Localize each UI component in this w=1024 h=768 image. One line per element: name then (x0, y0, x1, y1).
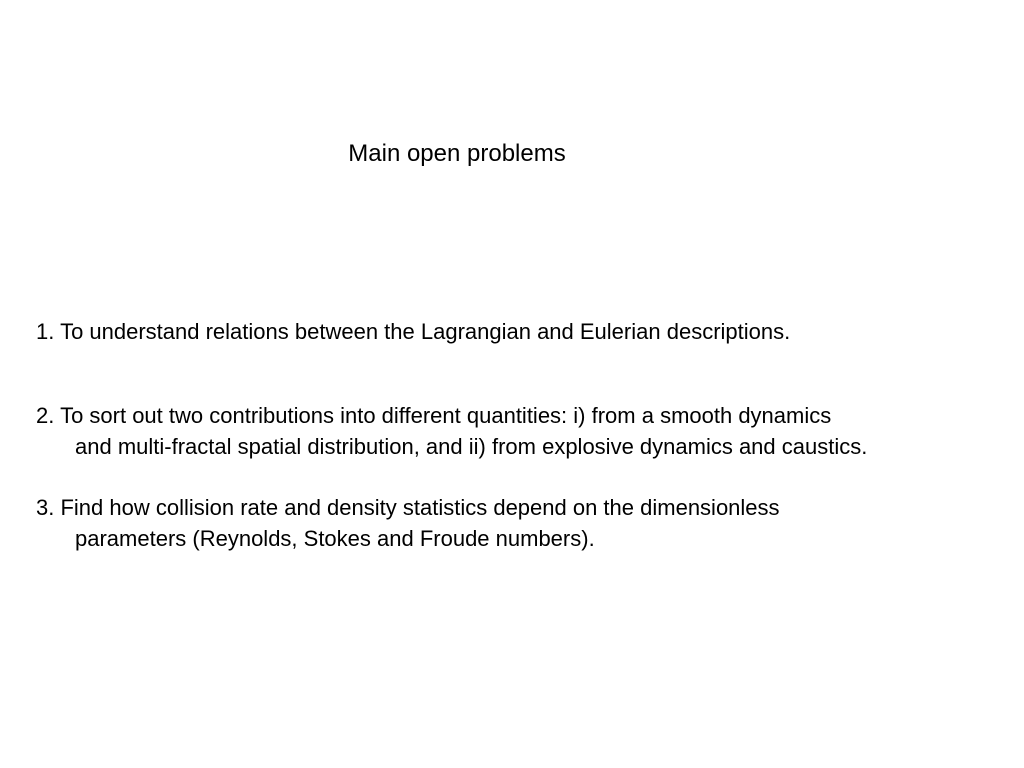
slide-title: Main open problems (348, 140, 566, 167)
problem-item-3 (36, 492, 1016, 554)
problem-item-2-line-2: and multi-fractal spatial distribution, and ii) from explosive dynamics and caustics. (75, 434, 868, 459)
problem-item-1 (36, 316, 1016, 347)
problem-item-2 (36, 400, 1016, 462)
problem-item-3-line-2: parameters (Reynolds, Stokes and Froude numbers). (75, 526, 595, 551)
problem-item-3-line-1: 3. Find how collision rate and density statistics depend on the dimensionless (36, 495, 780, 520)
problem-item-1-line-1: 1. To understand relations between the Lagrangian and Eulerian descriptions. (36, 319, 791, 344)
problem-item-2-line-1: 2. To sort out two contributions into different quantities: i) from a smooth dynamics (36, 403, 832, 428)
